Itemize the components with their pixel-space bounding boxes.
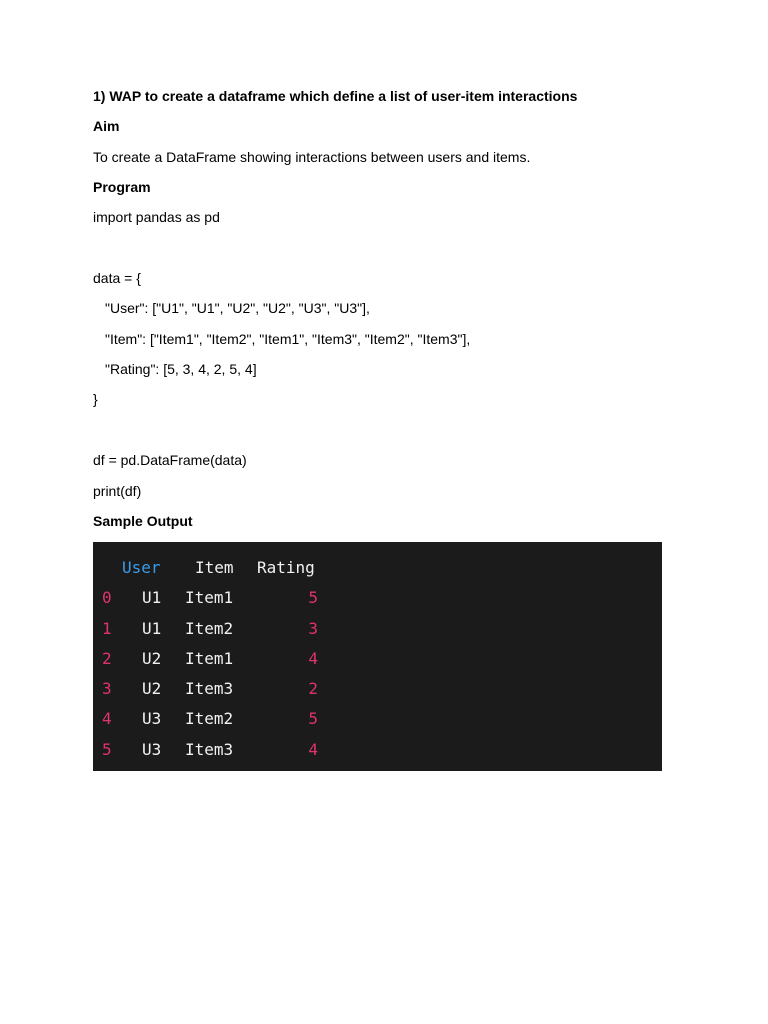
code-line-item: "Item": ["Item1", "Item2", "Item1", "Item3", "Item2", "Item3"], — [105, 331, 471, 347]
output-header-user: User — [122, 558, 161, 577]
output-row-user: U3 — [142, 709, 162, 728]
output-row-item: Item2 — [185, 619, 234, 638]
output-row-item: Item3 — [185, 740, 234, 759]
output-row-rating: 2 — [308, 679, 318, 698]
output-row-user: U3 — [142, 740, 162, 759]
output-row-index: 5 — [102, 740, 112, 759]
output-header-rating: Rating — [257, 558, 315, 577]
output-row-item: Item1 — [185, 588, 234, 607]
output-row-index: 3 — [102, 679, 112, 698]
output-row-index: 1 — [102, 619, 112, 638]
output-row-rating: 4 — [308, 740, 318, 759]
output-header-item: Item — [195, 558, 234, 577]
code-line-user: "User": ["U1", "U1", "U2", "U2", "U3", "U3"], — [105, 300, 370, 316]
aim-label: Aim — [93, 118, 120, 134]
output-row-user: U2 — [142, 649, 162, 668]
output-row-index: 4 — [102, 709, 112, 728]
code-line-data-close: } — [93, 391, 98, 407]
output-row-user: U1 — [142, 619, 162, 638]
code-line-data-open: data = { — [93, 270, 141, 286]
aim-text: To create a DataFrame showing interactions between users and items. — [93, 149, 531, 165]
code-line-dataframe: df = pd.DataFrame(data) — [93, 452, 247, 468]
output-row-user: U2 — [142, 679, 162, 698]
sample-output-panel — [93, 542, 662, 771]
output-row-rating: 5 — [308, 709, 318, 728]
output-row-item: Item1 — [185, 649, 234, 668]
output-row-rating: 3 — [308, 619, 318, 638]
code-line-rating: "Rating": [5, 3, 4, 2, 5, 4] — [105, 361, 257, 377]
output-row-index: 2 — [102, 649, 112, 668]
output-row-rating: 5 — [308, 588, 318, 607]
heading: 1) WAP to create a dataframe which define a list of user-item interactions — [93, 88, 578, 104]
sample-output-label: Sample Output — [93, 513, 193, 529]
output-row-rating: 4 — [308, 649, 318, 668]
code-line-print: print(df) — [93, 483, 142, 499]
output-row-item: Item3 — [185, 679, 234, 698]
program-label: Program — [93, 179, 151, 195]
output-row-index: 0 — [102, 588, 112, 607]
output-row-item: Item2 — [185, 709, 234, 728]
output-row-user: U1 — [142, 588, 162, 607]
code-line-import: import pandas as pd — [93, 209, 220, 225]
